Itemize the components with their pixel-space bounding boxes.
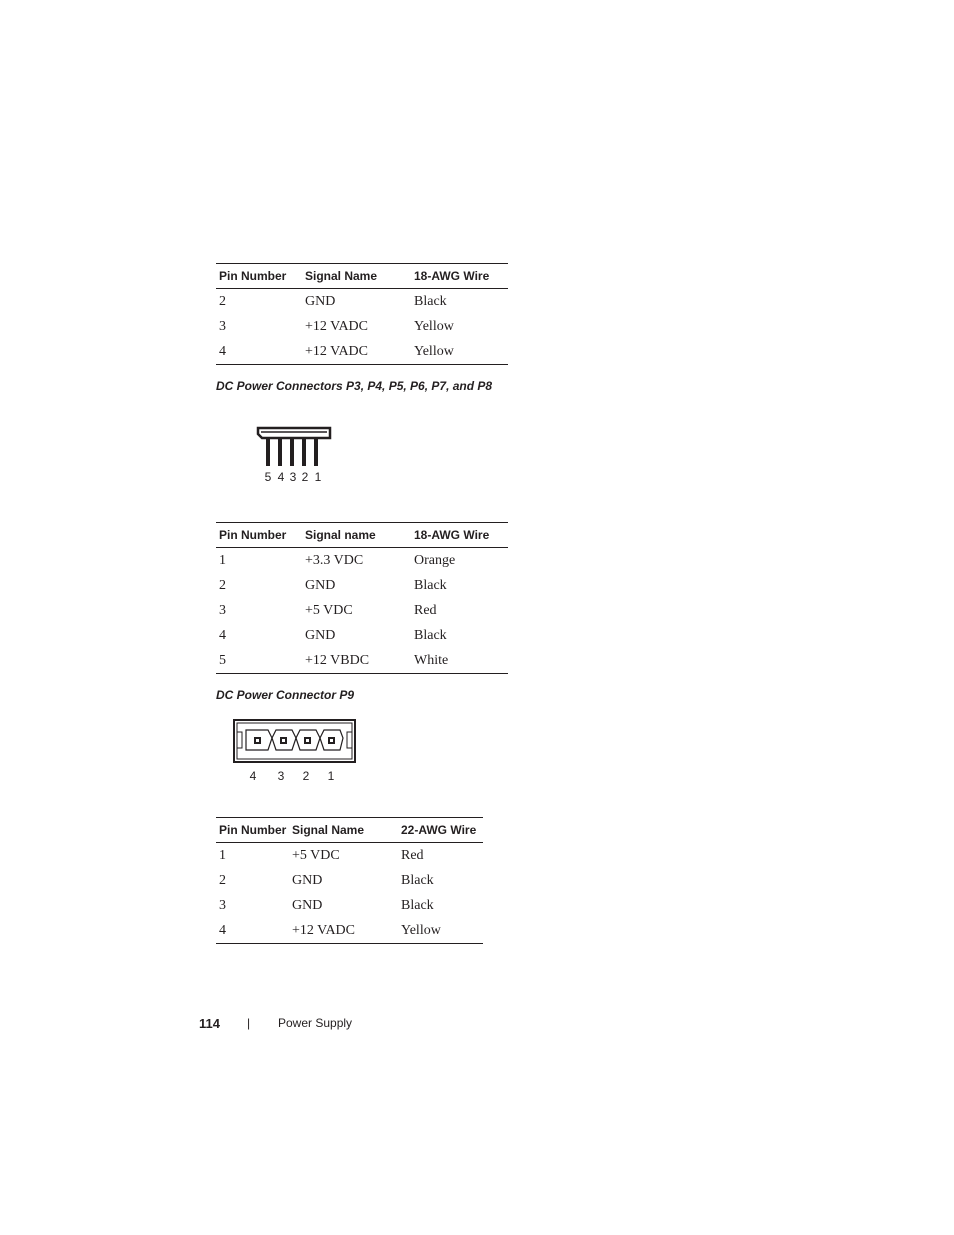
wire-cell: Red bbox=[414, 602, 437, 618]
header-wire: 22-AWG Wire bbox=[398, 818, 483, 843]
wire-cell: Red bbox=[401, 847, 424, 863]
signal-cell: GND bbox=[305, 577, 336, 593]
footer-section-title: Power Supply bbox=[278, 1016, 353, 1030]
signal-cell: GND bbox=[305, 627, 336, 643]
pin-label: 2 bbox=[301, 470, 309, 484]
signal-cell: +3.3 VDC bbox=[305, 552, 364, 568]
header-pin-number: Pin Number bbox=[216, 264, 302, 289]
pin-label: 4 bbox=[249, 769, 257, 783]
wire-cell: Black bbox=[401, 872, 434, 888]
wire-cell: White bbox=[411, 648, 508, 674]
header-wire: 18-AWG Wire bbox=[411, 264, 508, 289]
table-row bbox=[216, 339, 508, 365]
table-row bbox=[216, 598, 508, 623]
table-row bbox=[216, 893, 483, 918]
pin-cell: 4 bbox=[216, 339, 302, 365]
table-row bbox=[216, 868, 483, 893]
signal-cell: +12 VADC bbox=[289, 918, 398, 944]
pin-cell: 3 bbox=[219, 318, 226, 334]
wire-cell: Orange bbox=[414, 552, 456, 568]
signal-cell: +12 VADC bbox=[305, 318, 369, 334]
header-signal-name: Signal name bbox=[302, 523, 411, 548]
wire-cell: Black bbox=[401, 897, 434, 913]
pin-label: 4 bbox=[277, 470, 285, 484]
signal-cell: GND bbox=[305, 293, 336, 309]
wire-cell: Yellow bbox=[414, 318, 454, 334]
pin-cell: 2 bbox=[219, 577, 226, 593]
table-row bbox=[216, 648, 508, 674]
signal-cell: GND bbox=[292, 872, 323, 888]
table-header-row bbox=[216, 818, 483, 843]
pin-label: 3 bbox=[277, 769, 285, 783]
pin-label: 5 bbox=[264, 470, 272, 484]
pin-cell: 1 bbox=[219, 847, 226, 863]
table-row bbox=[216, 548, 508, 574]
connector-p9-svg bbox=[232, 718, 362, 788]
signal-cell: +5 VDC bbox=[305, 602, 353, 618]
header-pin-number: Pin Number bbox=[216, 818, 289, 843]
figure-caption-p9: DC Power Connector P9 bbox=[216, 688, 355, 702]
pin-label: 2 bbox=[302, 769, 310, 783]
table-row bbox=[216, 623, 508, 648]
signal-cell: +12 VADC bbox=[302, 339, 411, 365]
pin-cell: 4 bbox=[216, 918, 289, 944]
table-row bbox=[216, 843, 483, 869]
table-row bbox=[216, 573, 508, 598]
pin-cell: 3 bbox=[219, 897, 226, 913]
header-pin-number: Pin Number bbox=[216, 523, 302, 548]
pin-label: 1 bbox=[327, 769, 335, 783]
connector-p9-diagram bbox=[232, 718, 362, 793]
signal-cell: +5 VDC bbox=[292, 847, 340, 863]
pin-cell: 4 bbox=[219, 627, 226, 643]
pin-cell: 2 bbox=[219, 872, 226, 888]
table-header-row bbox=[216, 523, 508, 548]
table-row bbox=[216, 289, 508, 315]
table-row bbox=[216, 314, 508, 339]
wire-cell: Yellow bbox=[398, 918, 483, 944]
table-header-row bbox=[216, 264, 508, 289]
pin-cell: 3 bbox=[219, 602, 226, 618]
pin-label: 3 bbox=[289, 470, 297, 484]
wire-cell: Black bbox=[414, 293, 447, 309]
signal-cell: +12 VBDC bbox=[302, 648, 411, 674]
pin-table-p9 bbox=[216, 817, 483, 944]
pin-table-p2 bbox=[216, 263, 508, 365]
signal-cell: GND bbox=[292, 897, 323, 913]
wire-cell: Yellow bbox=[411, 339, 508, 365]
footer-separator: | bbox=[247, 1016, 251, 1030]
connector-p3-p8-svg bbox=[248, 420, 348, 490]
table-row bbox=[216, 918, 483, 944]
pin-cell: 1 bbox=[219, 552, 226, 568]
pin-cell: 5 bbox=[216, 648, 302, 674]
figure-caption-p3-p8: DC Power Connectors P3, P4, P5, P6, P7, and P8 bbox=[216, 379, 493, 393]
header-wire: 18-AWG Wire bbox=[411, 523, 508, 548]
wire-cell: Black bbox=[414, 627, 447, 643]
wire-cell: Black bbox=[414, 577, 447, 593]
pin-table-p3-p8 bbox=[216, 522, 508, 674]
page-number: 114 bbox=[199, 1016, 220, 1031]
connector-p3-p8-diagram bbox=[248, 420, 348, 495]
pin-cell: 2 bbox=[219, 293, 226, 309]
header-signal-name: Signal Name bbox=[289, 818, 398, 843]
pin-label: 1 bbox=[314, 470, 322, 484]
header-signal-name: Signal Name bbox=[302, 264, 411, 289]
